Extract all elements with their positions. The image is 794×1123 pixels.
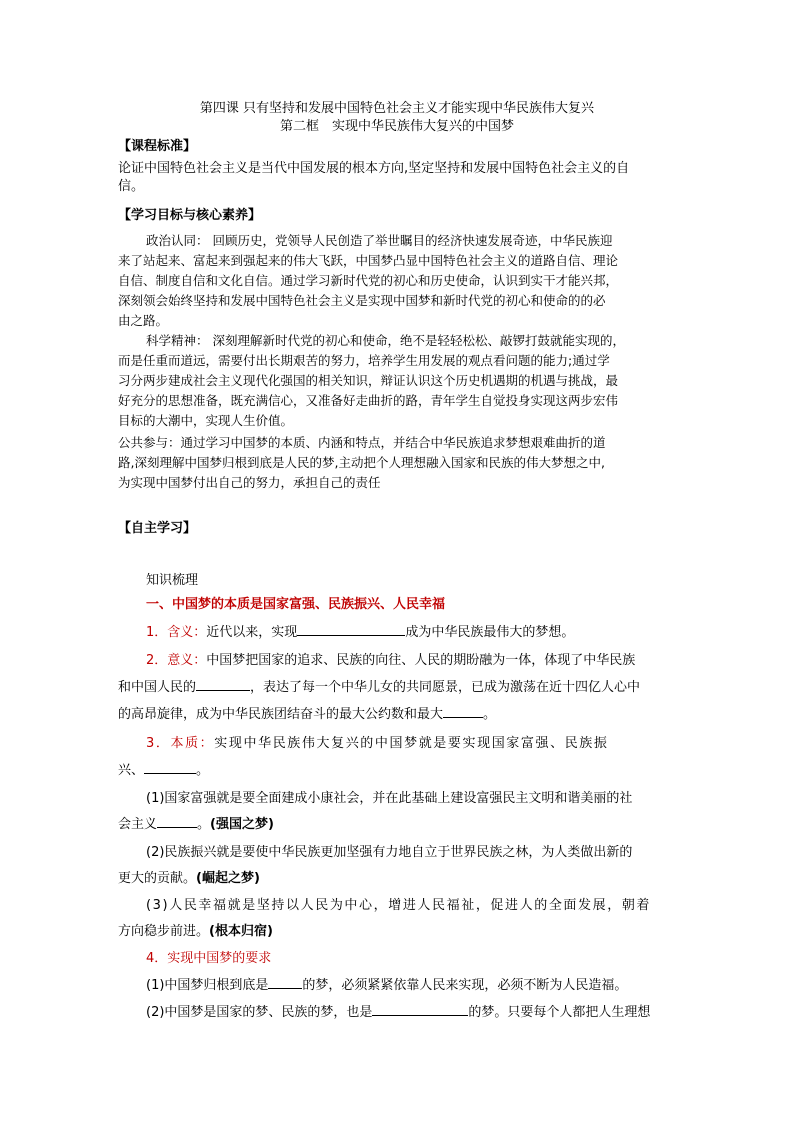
item-2-line-3: 的高昂旋律，成为中华民族团结奋斗的最大公约数和最大 。: [118, 707, 497, 722]
blank-1[interactable]: [297, 623, 405, 636]
blank-2[interactable]: [196, 678, 250, 691]
blank-5[interactable]: [157, 815, 197, 828]
political-line-1: 政治认同： 回顾历史，党领导人民创造了举世瞩目的经济快速发展奇迹，中华民族迎: [146, 233, 613, 248]
sub-3-line-2: 方向稳步前进。(根本归宿): [118, 924, 273, 939]
goals-heading: 【学习目标与核心素养】: [118, 208, 262, 223]
science-line-3: 习分两步建成社会主义现代化强国的相关知识，辩证认识这个历史机遇期的机遇与挑战，最: [118, 373, 619, 388]
science-line-5: 目标的大潮中，实现人生价值。: [118, 413, 294, 428]
section-subtitle: 第二框 实现中华民族伟大复兴的中国梦: [279, 119, 514, 134]
item-2-line-1: 2．意义：中国梦把国家的追求、民族的向往、人民的期盼融为一体，体现了中华民族: [146, 653, 636, 668]
political-line-5: 由之路。: [118, 313, 169, 328]
political-line-4: 深刻领会始终坚持和发展中国特色社会主义是实现中国梦和新时代党的初心和使命的的必: [118, 293, 606, 308]
self-study-heading: 【自主学习】: [118, 521, 197, 536]
political-line-2: 来了站起来、富起来到强起来的伟大飞跃，中国梦凸显中国特色社会主义的道路自信、理论: [118, 253, 619, 268]
blank-4[interactable]: [144, 761, 196, 774]
sub-2-line-2: 更大的贡献。(崛起之梦): [118, 871, 260, 886]
sub-2-line-1: (2)民族振兴就是要使中华民族更加坚强有力地自立于世界民族之林，为人类做出新的: [146, 845, 633, 860]
standard-line-2: 信。: [118, 179, 145, 194]
public-line-2: 路,深刻理解中国梦归根到底是人民的梦,主动把个人理想融入国家和民族的伟大梦想之中,: [118, 455, 605, 470]
section-1-heading: 一、中国梦的本质是国家富强、民族振兴、人民幸福: [146, 597, 446, 612]
item-3-line-1: 3．本质：实现中华民族伟大复兴的中国梦就是要实现国家富强、民族振: [146, 736, 609, 751]
requirement-1: (1)中国梦归根到底是 的梦，必须紧紧依靠人民来实现，必须不断为人民造福。: [146, 978, 628, 993]
item-3-line-2: 兴、 。: [118, 763, 210, 778]
knowledge-label: 知识梳理: [146, 573, 199, 588]
public-line-3: 为实现中国梦付出自己的努力，承担自己的责任: [118, 475, 381, 490]
sub-1-line-1: (1)国家富强就是要全面建成小康社会，并在此基础上建设富强民主文明和谐美丽的社: [146, 791, 633, 806]
sub-3-line-1: (3)人民幸福就是坚持以人民为中心，增进人民福祉，促进人的全面发展，朝着: [146, 898, 652, 913]
science-line-1: 科学精神： 深刻理解新时代党的初心和使命，绝不是轻轻松松、敲锣打鼓就能实现的，: [146, 333, 625, 348]
requirement-2: (2)中国梦是国家的梦、民族的梦，也是 的梦。只要每个人都把人生理想: [146, 1005, 651, 1020]
standard-heading: 【课程标准】: [118, 139, 197, 154]
public-line-1: 公共参与：通过学习中国梦的本质、内涵和特点，并结合中华民族追求梦想艰难曲折的道: [118, 435, 606, 450]
blank-3[interactable]: [443, 705, 483, 718]
blank-7[interactable]: [372, 1003, 468, 1016]
blank-6[interactable]: [268, 976, 302, 989]
science-line-4: 好充分的思想准备，既充满信心，又准备好走曲折的路，青年学生自觉投身实现这两步宏伟: [118, 393, 619, 408]
item-1: 1．含义：近代以来，实现 成为中华民族最伟大的梦想。: [146, 625, 575, 640]
science-line-2: 而是任重而道远，需要付出长期艰苦的努力，培养学生用发展的观点看问题的能力;通过学: [118, 353, 610, 368]
political-line-3: 自信、制度自信和文化自信。通过学习新时代党的初心和历史使命，认识到实干才能兴邦，: [118, 273, 619, 288]
lesson-title: 第四课 只有坚持和发展中国特色社会主义才能实现中华民族伟大复兴: [199, 101, 595, 116]
item-4-heading: 4．实现中国梦的要求: [146, 951, 272, 966]
item-2-line-2: 和中国人民的 ，表达了每一个中华儿女的共同愿景，已成为激荡在近十四亿人心中: [118, 680, 641, 695]
standard-line-1: 论证中国特色社会主义是当代中国发展的根本方向,坚定坚持和发展中国特色社会主义的自: [118, 161, 630, 176]
sub-1-line-2: 会主义 。(强国之梦): [118, 817, 274, 832]
